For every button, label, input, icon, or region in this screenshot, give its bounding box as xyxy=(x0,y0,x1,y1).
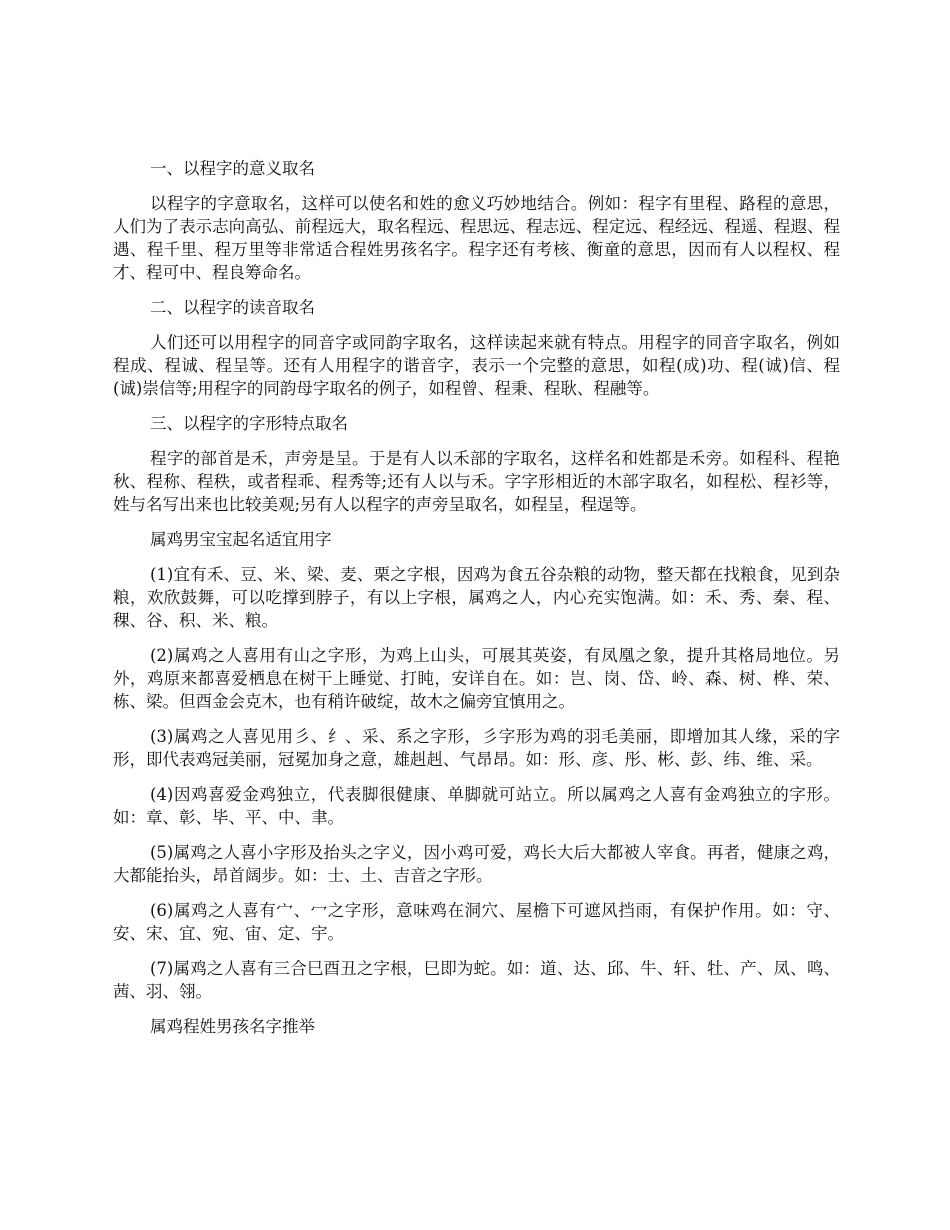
section-heading-name-recommendations: 属鸡程姓男孩名字推举 xyxy=(150,1017,315,1036)
list-item-5: (5)属鸡之人喜小字形及抬头之字义，因小鸡可爱，鸡长大后大都被人宰食。再者，健康之鸡，大都能抬头，昂首阔步。如：士、土、吉音之字形。 xyxy=(113,843,840,885)
section-heading-rooster-chars: 属鸡男宝宝起名适宜用字 xyxy=(150,530,332,549)
list-item-2: (2)属鸡之人喜用有山之字形，为鸡上山头，可展其英姿，有凤凰之象，提升其格局地位。另外，鸡原来都喜爱栖息在树干上睡觉、打盹，安详自在。如：岂、岗、岱、岭、森、树、桦、荣、栋、梁。但酉金会克木，也有稍许破绽，故木之偏旁宜慎用之。 xyxy=(113,646,840,711)
list-item-1: (1)宜有禾、豆、米、梁、麦、栗之字根，因鸡为食五谷杂粮的动物，整天都在找粮食，见到杂粮，欢欣鼓舞，可以吃撑到脖子，有以上字根，属鸡之人，内心充实饱满。如：禾、秀、秦、程、稞、谷、积、米、粮。 xyxy=(113,565,840,630)
section-heading-glyph: 三、以程字的字形特点取名 xyxy=(150,414,348,433)
list-item-3: (3)属鸡之人喜见用彡、纟、采、系之字形，彡字形为鸡的羽毛美丽，即增加其人缘，采的字形，即代表鸡冠美丽，冠冕加身之意，雄赳赳、气昂昂。如：形、彦、彤、彬、彭、纬、维、采。 xyxy=(113,727,840,769)
paragraph-meaning: 以程字的字意取名，这样可以使名和姓的愈义巧妙地结合。例如：程字有里程、路程的意思，人们为了表示志向高弘、前程远大，取名程远、程思远、程志远、程定远、程经远、程遥、程遐、程遇、程千里、程万里等非常适合程姓男孩名字。程字还有考核、衡童的意思，因而有人以程权、程才、程可中、程良筹命名。 xyxy=(113,194,840,282)
list-item-4: (4)因鸡喜爱金鸡独立，代表脚很健康、单脚就可站立。所以属鸡之人喜有金鸡独立的字形。如：章、彰、毕、平、中、聿。 xyxy=(113,785,840,827)
section-heading-meaning: 一、以程字的意义取名 xyxy=(150,159,315,178)
paragraph-glyph: 程字的部首是禾，声旁是呈。于是有人以禾部的字取名，这样名和姓都是禾旁。如程科、程艳秋、程称、程秩，或者程乖、程秀等;还有人以与禾。字字形相近的木部字取名，如程松、程衫等，姓与名写出来也比较美观;另有人以程字的声旁呈取名，如程呈，程逞等。 xyxy=(113,449,840,514)
list-item-6: (6)属鸡之人喜有宀、冖之字形，意味鸡在洞穴、屋檐下可遮风挡雨，有保护作用。如：守、安、宋、宜、宛、宙、定、宇。 xyxy=(113,901,840,943)
document-page xyxy=(113,157,840,1050)
section-heading-pronunciation: 二、以程字的读音取名 xyxy=(150,298,315,317)
paragraph-pronunciation: 人们还可以用程字的同音字或同韵字取名，这样读起来就有特点。用程字的同音字取名，例如程成、程诚、程呈等。还有人用程字的谐音字，表示一个完整的意思，如程(成)功、程(诚)信、程(诚)崇信等;用程字的同韵母字取名的例子，如程曾、程秉、程耿、程融等。 xyxy=(113,333,840,398)
list-item-7: (7)属鸡之人喜有三合巳酉丑之字根，巳即为蛇。如：道、达、邱、牛、轩、牡、产、凤、鸣、茜、羽、翎。 xyxy=(113,959,840,1001)
